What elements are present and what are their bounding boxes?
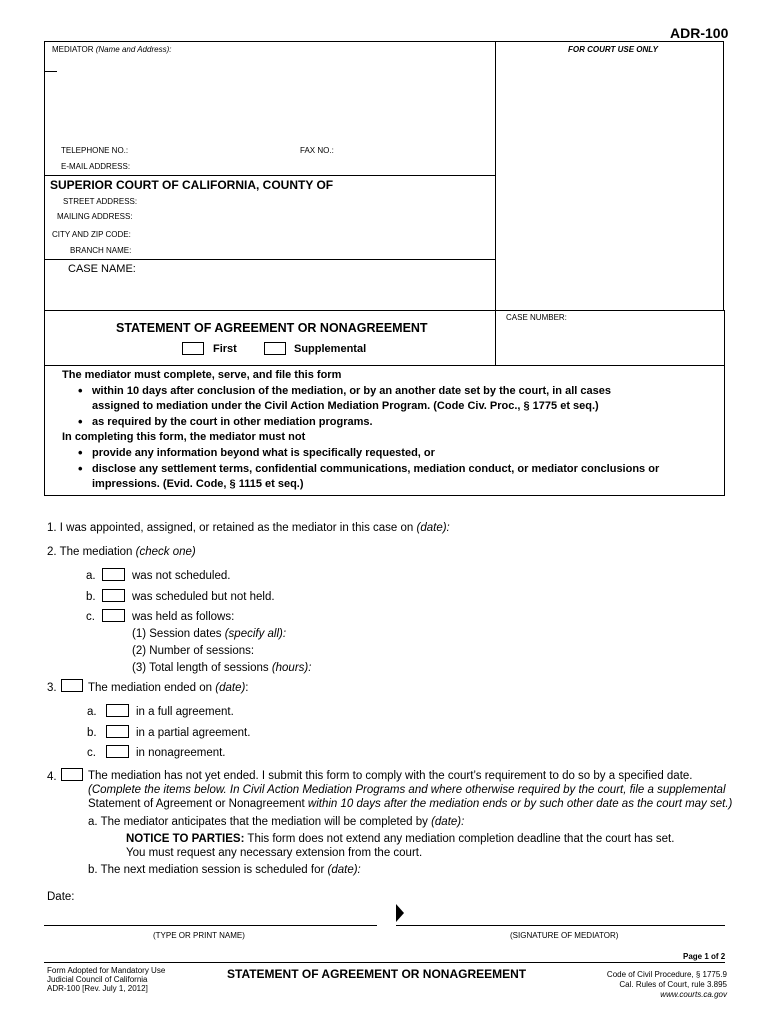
form-id: ADR-100: [670, 25, 729, 41]
item-3a-letter: a.: [87, 706, 97, 718]
item-2c-letter: c.: [86, 611, 95, 623]
item-4b: b. The next mediation session is scheduled for (date):: [88, 864, 361, 876]
footer-title: STATEMENT OF AGREEMENT OR NONAGREEMENT: [227, 967, 527, 981]
item-4-line2: (Complete the items below. In Civil Action Mediation Programs and where otherwise required by the court, file a supplemental: [88, 784, 726, 796]
item-2: 2. The mediation (check one): [47, 546, 196, 558]
item-2c-label: was held as follows:: [132, 611, 235, 623]
instr-b1-line1: within 10 days after conclusion of the mediation, or by an another date set by the court, in all cases: [92, 385, 611, 397]
session-dates: (1) Session dates (specify all):: [132, 628, 287, 640]
court-use-box: [495, 41, 724, 311]
item-3c-label: in nonagreement.: [136, 747, 226, 759]
street-label: STREET ADDRESS:: [63, 197, 138, 206]
instr-b4-line1: disclose any settlement terms, confidential communications, mediation conduct, or mediator conclusions or: [92, 463, 660, 475]
notice-line2: You must request any necessary extension from the court.: [126, 847, 423, 859]
page-number: Page 1 of 2: [683, 952, 726, 961]
title-box: [44, 310, 725, 366]
item-3-checkbox[interactable]: [61, 679, 83, 692]
instr-b4-line2: impressions. (Evid. Code, § 1115 et seq.): [92, 478, 304, 490]
bullet-2: •: [78, 414, 83, 429]
email-label: E-MAIL ADDRESS:: [61, 162, 131, 171]
telephone-label: TELEPHONE NO.:: [61, 146, 129, 155]
code-line1: Code of Civil Procedure, § 1775.9: [606, 970, 727, 979]
item-3b-label: in a partial agreement.: [136, 727, 251, 739]
item-2c-checkbox[interactable]: [102, 609, 125, 622]
total-length: (3) Total length of sessions (hours):: [132, 662, 312, 674]
bullet-1: •: [78, 383, 83, 398]
item-2b-label: was scheduled but not held.: [132, 591, 275, 603]
court-use-label: FOR COURT USE ONLY: [568, 45, 658, 54]
instr-b2: as required by the court in other mediation programs.: [92, 416, 373, 428]
number-of-sessions: (2) Number of sessions:: [132, 645, 255, 657]
code-line2: Cal. Rules of Court, rule 3.895: [619, 980, 727, 989]
instructions-intro: The mediator must complete, serve, and file this form: [62, 369, 342, 381]
court-title: SUPERIOR COURT OF CALIFORNIA, COUNTY OF: [50, 178, 334, 192]
mediator-label: MEDIATOR (Name and Address):: [52, 45, 172, 54]
branch-label: BRANCH NAME:: [70, 246, 132, 255]
item-3a-checkbox[interactable]: [106, 704, 129, 717]
adopted-line2: Judicial Council of California: [47, 975, 148, 984]
type-name-label: (TYPE OR PRINT NAME): [153, 931, 245, 940]
item-2a-label: was not scheduled.: [132, 570, 231, 582]
supplemental-checkbox[interactable]: [264, 342, 286, 355]
date-label: Date:: [47, 891, 75, 903]
item-3-label: The mediation ended on (date):: [88, 682, 249, 694]
item-4-line3: Statement of Agreement or Nonagreement within 10 days after the mediation ends or by such other date as the court may set.): [88, 798, 733, 810]
mailing-label: MAILING ADDRESS:: [57, 212, 133, 221]
signature-arrow-icon: [396, 904, 406, 922]
adopted-line1: Form Adopted for Mandatory Use: [47, 966, 166, 975]
instr-b3: provide any information beyond what is specifically requested, or: [92, 447, 435, 459]
fax-label: FAX NO.:: [300, 146, 334, 155]
case-name-label: CASE NAME:: [68, 263, 136, 275]
city-zip-label: CITY AND ZIP CODE:: [52, 230, 131, 239]
footer-rule: [44, 962, 725, 963]
name-line: [44, 925, 377, 926]
item-4-checkbox[interactable]: [61, 768, 83, 781]
item-4-line1: The mediation has not yet ended. I submit this form to comply with the court’s requirement to do so by a specified date.: [88, 770, 693, 782]
first-checkbox[interactable]: [182, 342, 204, 355]
item-2a-checkbox[interactable]: [102, 568, 125, 581]
instr-b1-line2: assigned to mediation under the Civil Action Mediation Program. (Code Civ. Proc., § 1775 et seq.): [92, 400, 599, 412]
instr-completing: In completing this form, the mediator must not: [62, 431, 306, 443]
item-4a: a. The mediator anticipates that the mediation will be completed by (date):: [88, 816, 465, 828]
tick-mark: [45, 71, 57, 72]
item-2b-letter: b.: [86, 591, 96, 603]
item-3c-letter: c.: [87, 747, 96, 759]
item-3a-label: in a full agreement.: [136, 706, 234, 718]
case-number-label: CASE NUMBER:: [506, 313, 567, 322]
adopted-line3: ADR-100 [Rev. July 1, 2012]: [47, 984, 148, 993]
first-label: First: [213, 343, 237, 355]
item-3-number: 3.: [47, 682, 57, 694]
item-1: 1. I was appointed, assigned, or retained as the mediator in this case on (date):: [47, 522, 450, 534]
item-3b-checkbox[interactable]: [106, 725, 129, 738]
divider-court: [44, 259, 496, 260]
bullet-4: •: [78, 461, 83, 476]
item-3b-letter: b.: [87, 727, 97, 739]
item-2a-letter: a.: [86, 570, 96, 582]
notice-line1: NOTICE TO PARTIES: This form does not extend any mediation completion deadline that the court has set.: [126, 833, 675, 845]
case-number-divider: [495, 310, 496, 366]
signature-line: [396, 925, 725, 926]
item-4-number: 4.: [47, 771, 57, 783]
form-title: STATEMENT OF AGREEMENT OR NONAGREEMENT: [116, 321, 428, 335]
item-2b-checkbox[interactable]: [102, 589, 125, 602]
signature-label: (SIGNATURE OF MEDIATOR): [510, 931, 619, 940]
website-link[interactable]: www.courts.ca.gov: [660, 990, 727, 999]
divider-mediator: [44, 175, 496, 176]
item-3c-checkbox[interactable]: [106, 745, 129, 758]
supplemental-label: Supplemental: [294, 343, 367, 355]
bullet-3: •: [78, 445, 83, 460]
